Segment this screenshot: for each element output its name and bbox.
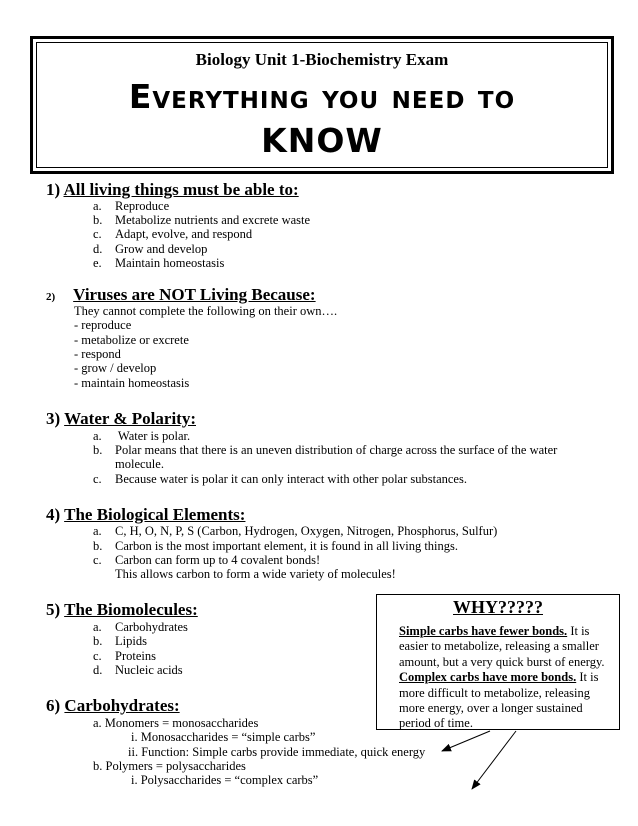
section-2-number: 2) xyxy=(46,291,56,303)
simple-carbs-statement: Simple carbs have fewer bonds. xyxy=(399,624,568,638)
list-item: b. Polar means that there is an uneven distribution of charge across the surface of the water xyxy=(93,443,558,457)
list-item: - metabolize or excrete xyxy=(74,333,189,347)
list-item: c. Because water is polar it can only interact with other polar substances. xyxy=(93,472,467,486)
list-item: e. Maintain homeostasis xyxy=(93,256,225,270)
arrow-to-complex-carbs xyxy=(472,731,516,789)
list-item: ii. Function: Simple carbs provide immediate, quick energy xyxy=(128,745,426,759)
section-6-number: 6) xyxy=(46,696,61,715)
list-item: d. Grow and develop xyxy=(93,242,208,256)
list-item: b. Polymers = polysaccharides xyxy=(93,759,246,773)
section-3-number: 3) xyxy=(46,409,61,428)
section-4-title: The Biological Elements: xyxy=(64,505,246,524)
list-item: a. C, H, O, N, P, S (Carbon, Hydrogen, Oxygen, Nitrogen, Phosphorus, Sulfur) xyxy=(93,524,498,538)
list-item: c. Proteins xyxy=(93,649,156,663)
list-item: i. Monosaccharides = “simple carbs” xyxy=(131,730,316,744)
complex-carbs-statement: Complex carbs have more bonds. xyxy=(399,670,577,685)
section-1-title: All living things must be able to: xyxy=(63,180,299,199)
section-2-title: Viruses are NOT Living Because: xyxy=(73,285,316,304)
section-6-title: Carbohydrates: xyxy=(64,696,180,715)
list-item: a. Water is polar. xyxy=(93,429,191,443)
section-5-number: 5) xyxy=(46,600,61,619)
list-item: d. Nucleic acids xyxy=(93,663,183,677)
list-item: b. Metabolize nutrients and excrete waste xyxy=(93,213,311,227)
list-item: - respond xyxy=(74,347,121,361)
page-title-line-1: Everything you need to xyxy=(128,77,516,116)
section-4-number: 4) xyxy=(46,505,61,524)
page-title-line-2: KNOW xyxy=(261,121,383,160)
complex-carbs-explanation: It is more difficult to metabolize, releasing more energy, over a longer sustained period of time. xyxy=(399,670,599,731)
section-5-title: The Biomolecules: xyxy=(64,600,198,619)
section-1-number: 1) xyxy=(46,180,61,199)
list-item: They cannot complete the following on their own…. xyxy=(74,304,338,318)
list-item: - maintain homeostasis xyxy=(74,376,190,390)
list-item: b. Lipids xyxy=(93,634,147,648)
list-item: - grow / develop xyxy=(74,361,157,375)
list-item: b. Carbon is the most important element, it is found in all living things. xyxy=(93,539,459,553)
list-item: molecule. xyxy=(115,457,164,471)
simple-carbs-explanation: It is easier to metabolize, releasing a smaller amount, but a very quick burst of energy. xyxy=(399,624,605,669)
list-item: i. Polysaccharides = “complex carbs” xyxy=(131,773,319,787)
list-item: - reproduce xyxy=(74,318,132,332)
section-3-title: Water & Polarity: xyxy=(64,409,196,428)
list-item: c. Adapt, evolve, and respond xyxy=(93,227,253,241)
exam-subtitle: Biology Unit 1-Biochemistry Exam xyxy=(195,50,449,69)
list-item: a. Carbohydrates xyxy=(93,620,188,634)
list-item: a. Monomers = monosaccharides xyxy=(93,716,259,730)
arrow-to-simple-carbs xyxy=(442,731,490,751)
list-item: c. Carbon can form up to 4 covalent bonds! xyxy=(93,553,321,567)
list-item: This allows carbon to form a wide variety of molecules! xyxy=(115,567,396,581)
why-title: WHY????? xyxy=(453,597,543,617)
list-item: a. Reproduce xyxy=(93,199,170,213)
